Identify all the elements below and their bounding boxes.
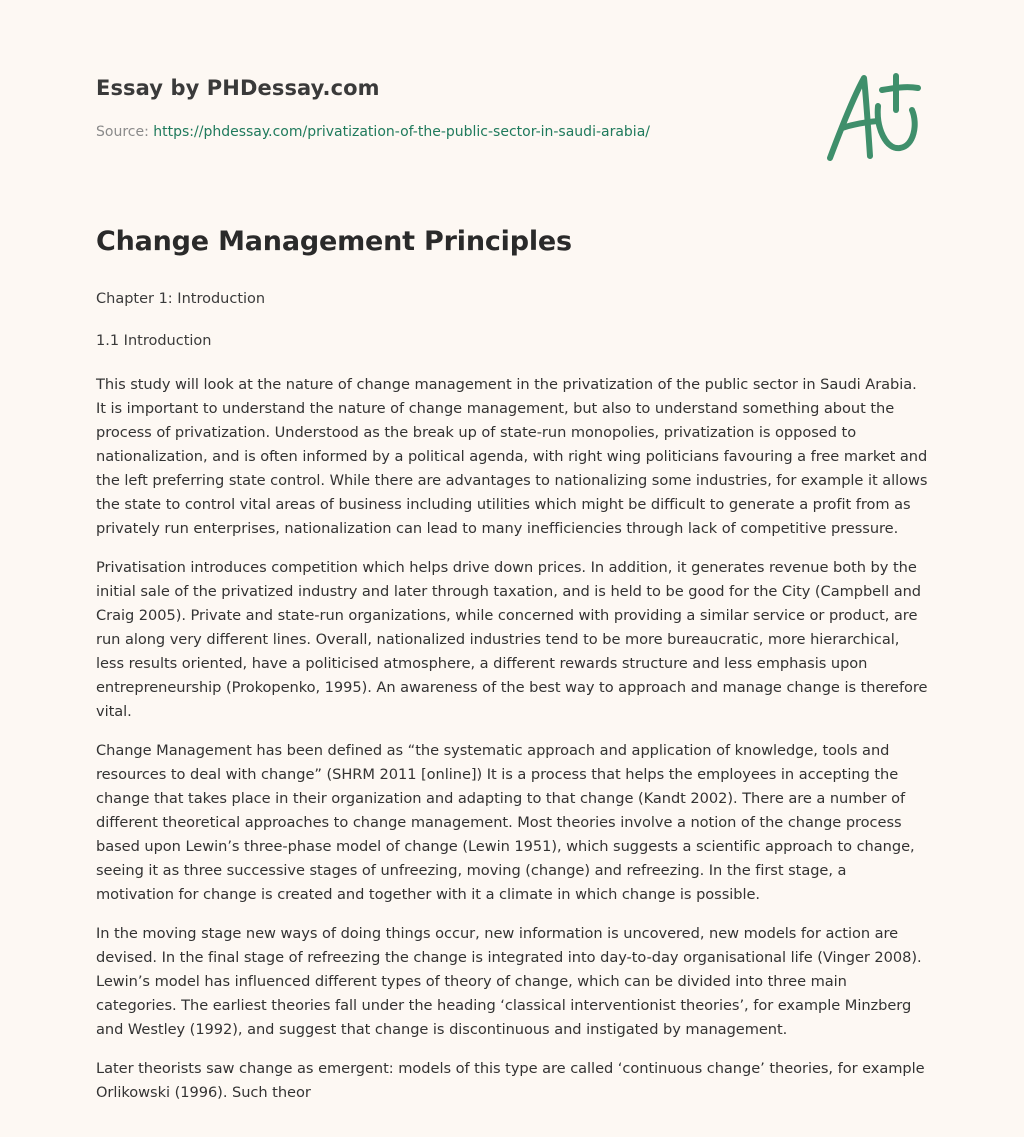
section-heading: 1.1 Introduction	[96, 333, 212, 349]
source-link[interactable]: https://phdessay.com/privatization-of-the-public-sector-in-saudi-arabia/	[153, 124, 650, 140]
paragraph: Change Management has been defined as “the systematic approach and application of knowledge, tools and resources to deal with change” (SHRM 2011 [online]) It is a process that helps the employees in accepting the change that takes place in their organization and adapting to that change (Kandt 2002). There are a number of different theoretical approaches to change management. Most theories involve a notion of the change process based upon Lewin’s three-phase model of change (Lewin 1951), which suggests a scientific approach to change, seeing it as three successive stages of unfreezing, moving (change) and refreezing. In the first stage, a motivation for change is created and together with it a climate in which change is possible.	[96, 742, 915, 903]
source-label: Source:	[96, 124, 154, 140]
paragraph: This study will look at the nature of change management in the privatization of the public sector in Saudi Arabia. It is important to understand the nature of change management, but also to understand something about the process of privatization. Understood as the break up of state-run monopolies, privatization is opposed to nationalization, and is often informed by a political agenda, with right wing politicians favouring a free market and the left preferring state control. While there are advantages to nationalizing some industries, for example it allows the state to control vital areas of business including utilities which might be difficult to generate a profit from as privately run enterprises, nationalization can lead to many inefficiencies through lack of competitive pressure.	[96, 376, 928, 537]
site-title: Essay by PHDessay.com	[96, 76, 380, 100]
essay-title: Change Management Principles	[96, 226, 572, 257]
paragraph: Later theorists saw change as emergent: models of this type are called ‘continuous change’ theories, for example Orlikowski (1996). Such theor	[96, 1060, 925, 1101]
header	[96, 76, 796, 140]
paragraph: In the moving stage new ways of doing things occur, new information is uncovered, new models for action are devised. In the final stage of refreezing the change is integrated into day-to-day organisational life (Vinger 2008). Lewin’s model has influenced different types of theory of change, which can be divided into three main categories. The earliest theories fall under the heading ‘classical interventionist theories’, for example Minzberg and Westley (1992), and suggest that change is discontinuous and instigated by management.	[96, 925, 922, 1038]
article	[96, 226, 928, 1120]
source-line	[96, 124, 796, 140]
a-plus-logo-icon	[820, 66, 930, 166]
paragraph: Privatisation introduces competition which helps drive down prices. In addition, it generates revenue both by the initial sale of the privatized industry and later through taxation, and is held to be good for the City (Campbell and Craig 2005). Private and state-run organizations, while concerned with providing a similar service or product, are run along very different lines. Overall, nationalized industries tend to be more bureaucratic, more hierarchical, less results oriented, have a politicised atmosphere, a different rewards structure and less emphasis upon entrepreneurship (Prokopenko, 1995). An awareness of the best way to approach and manage change is therefore vital.	[96, 559, 928, 720]
chapter-heading: Chapter 1: Introduction	[96, 291, 266, 307]
